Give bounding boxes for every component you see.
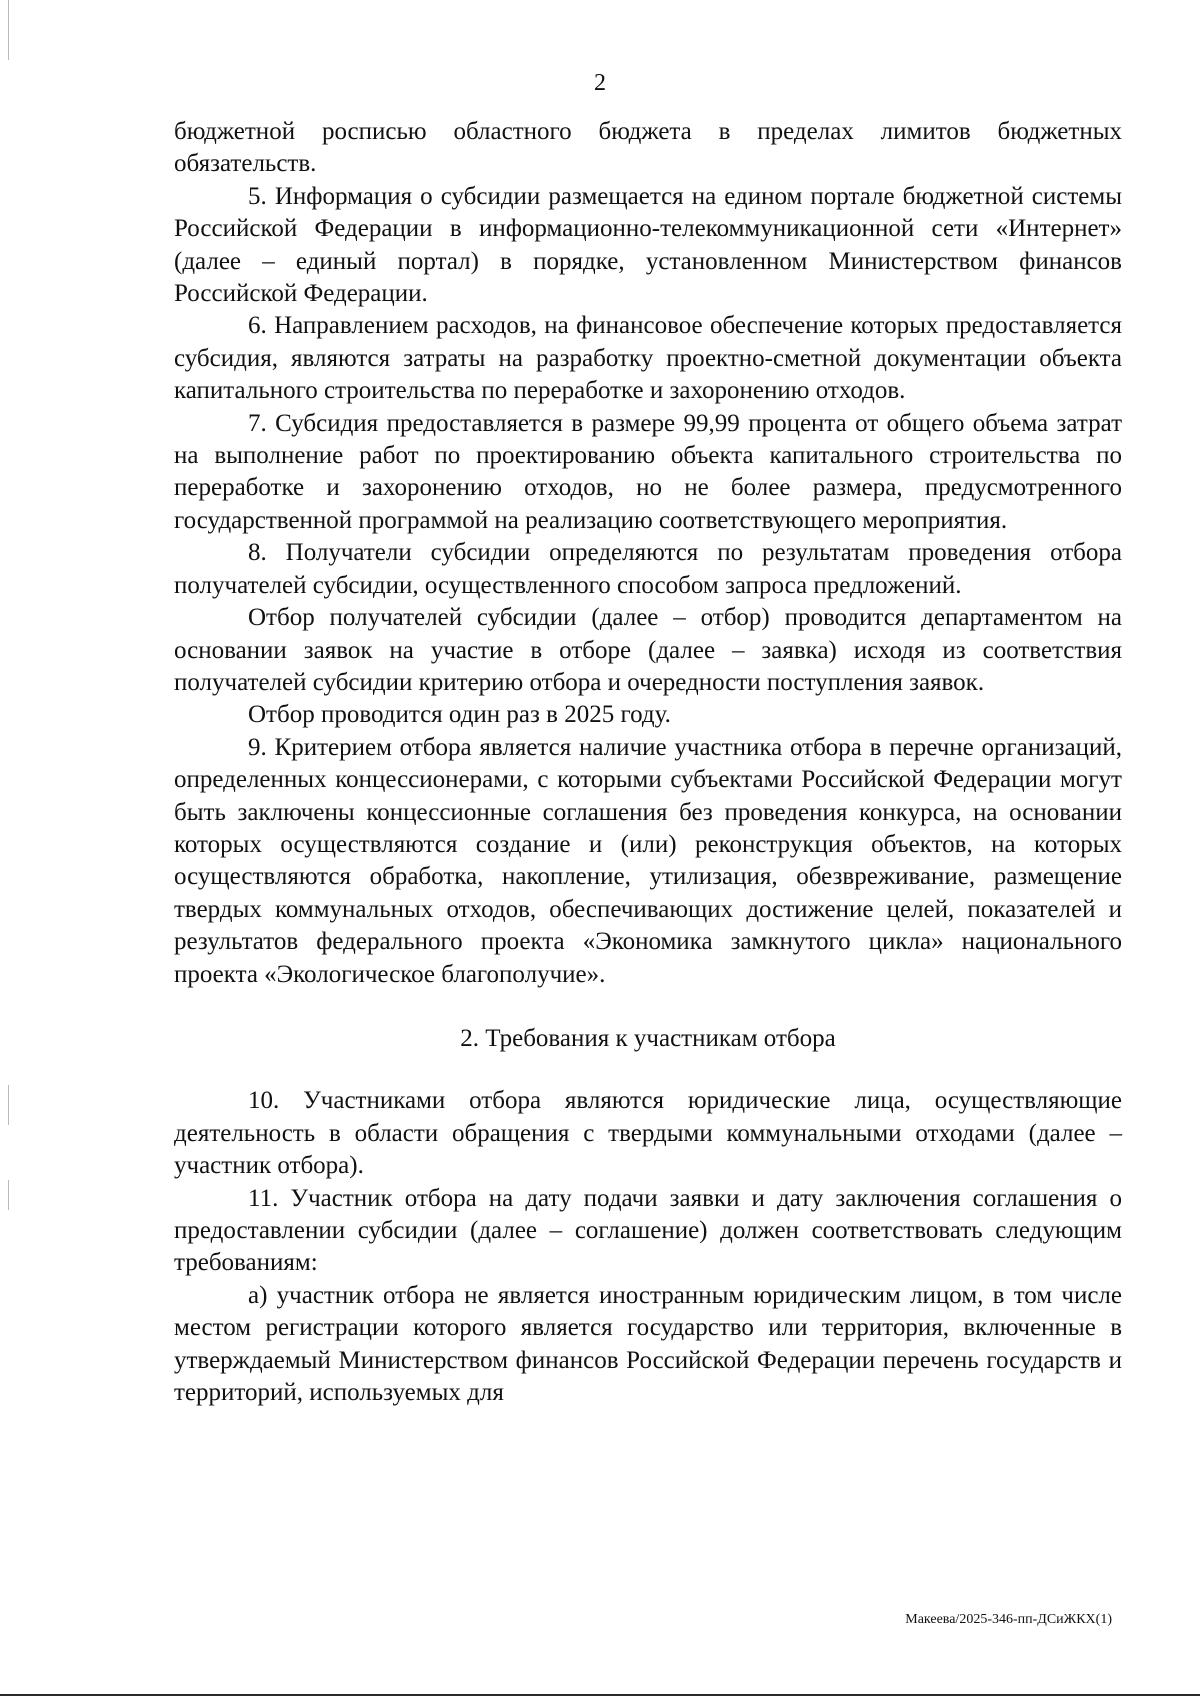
scan-edge-line	[8, 1180, 9, 1210]
section-heading: 2. Требования к участникам отбора	[460, 1024, 836, 1052]
paragraph: а) участник отбора не является иностранным юридическим лицом, в том числе местом регистрации которого является государство или территория, включенные в утверждаемый Министерством финансов Российской Федерации перечень государств и территорий, используемых для	[174, 1281, 1122, 1407]
paragraphs-after-heading	[174, 1085, 1122, 1409]
document-body	[174, 116, 1122, 1409]
paragraph: 6. Направлением расходов, на финансовое обеспечение которых предоставляется субсидия, являются затраты на разработку проектно-сметной документации объекта капитального строительства по переработке и захоронению отходов.	[174, 312, 1122, 405]
paragraph: Отбор получателей субсидии (далее – отбор) проводится департаментом на основании заявок на участие в отборе (далее – заявка) исходя из соответствия получателей субсидии критерию отбора и очередности поступления заявок.	[174, 604, 1122, 696]
scan-edge-line	[8, 1085, 9, 1125]
scan-edge-line	[8, 0, 9, 60]
paragraph: 11. Участник отбора на дату подачи заявки и дату заключения соглашения о предоставлении субсидии (далее – соглашение) должен соответствовать следующим требованиям:	[174, 1184, 1122, 1277]
bottom-scan-border	[0, 1694, 1200, 1696]
paragraph: 8. Получатели субсидии определяются по результатам проведения отбора получателей субсидии, осуществленного способом запроса предложений.	[174, 539, 1122, 599]
paragraph: 9. Критерием отбора является наличие участника отбора в перечне организаций, определенных концессионерами, с которыми субъектами Российской Федерации могут быть заключены концессионные соглашения без проведения конкурса, на основании которых осуществляются создание и (или) реконструкция объектов, на которых осуществляются обработка, накопление, утилизация, обезвреживание, размещение твердых коммунальных отходов, обеспечивающих достижение целей, показателей и результатов федерального проекта «Экономика замкнутого цикла» национального проекта «Экологическое благополучие».	[174, 733, 1122, 988]
page-number: 2	[594, 70, 606, 96]
paragraph: 10. Участниками отбора являются юридические лица, осуществляющие деятельность в области обращения с твердыми коммунальными отходами (далее – участник отбора).	[174, 1087, 1122, 1180]
paragraph: бюджетной росписью областного бюджета в пределах лимитов бюджетных обязательств.	[174, 118, 1122, 178]
paragraph: Отбор проводится один раз в 2025 году.	[248, 701, 671, 729]
paragraph: 7. Субсидия предоставляется в размере 99,99 процента от общего объема затрат на выполнение работ по проектированию объекта капитального строительства по переработке и захоронению отходов, но не более размера, предусмотренного государственной программой на реализацию соответствующего мероприятия.	[174, 409, 1122, 534]
footer-document-code: Макеева/2025-346-пп-ДСиЖКХ(1)	[905, 1612, 1112, 1627]
paragraph: 5. Информация о субсидии размещается на едином портале бюджетной системы Российской Федерации в информационно-телекоммуникационной сети «Интернет» (далее – единый портал) в порядке, установленном Министерством финансов Российской Федерации.	[174, 182, 1122, 308]
paragraphs-before-heading	[174, 116, 1122, 991]
